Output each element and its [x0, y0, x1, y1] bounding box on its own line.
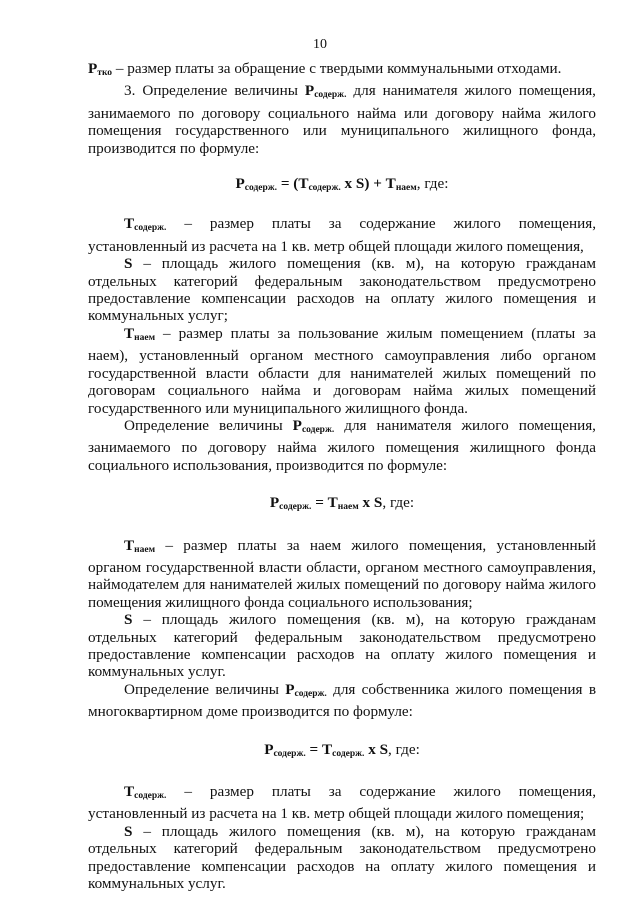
- subscript: наем: [395, 183, 417, 194]
- definition-t-soderzh: [88, 215, 596, 255]
- text: для нанимателя жилого помещения, занимаемого по договору найма жилого помещения жилищного фонда социального использования, производится по формуле:: [88, 416, 596, 474]
- text: Определение величины: [124, 416, 293, 434]
- definition-text: – площадь жилого помещения (кв. м), на которую гражданам отдельных категорий федеральным законодательством предусмотрено предоставление компенсации расходов на оплату жилого помещения и коммунальных услуг.: [88, 822, 596, 893]
- text: для собственника жилого помещения в многоквартирном доме производится по формуле:: [88, 680, 596, 721]
- symbol: x S) + T: [340, 175, 396, 193]
- symbol: = T: [311, 494, 338, 512]
- formula-1: [88, 175, 596, 197]
- subscript: содерж.: [134, 791, 167, 801]
- symbol: P: [235, 175, 245, 193]
- subscript: содерж.: [332, 748, 365, 759]
- definition-s: [88, 255, 596, 325]
- document-body: [88, 60, 596, 892]
- subscript: наем: [134, 544, 156, 555]
- definition-s-2: [88, 611, 596, 681]
- symbol: S: [124, 822, 133, 840]
- definition-text: – размер платы за обращение с твердыми коммунальными отходами.: [112, 60, 562, 77]
- symbol: P: [285, 680, 295, 698]
- symbol: P: [269, 494, 280, 512]
- page-number: 10: [313, 37, 327, 52]
- subscript: тко: [97, 68, 113, 78]
- definition-text: – размер платы за пользование жилым помещением (платы за наем), установленный органом местного самоуправления либо органом государственной власти области для нанимателей жилых помещений по договорам социального найма и договорам найма жилых помещений государственного или муниципального жилищного фонда.: [88, 324, 596, 417]
- symbol: S: [124, 611, 133, 629]
- symbol: = T: [305, 740, 333, 758]
- symbol: P: [264, 740, 274, 758]
- subscript: наем: [337, 502, 359, 513]
- definition-text: – площадь жилого помещения (кв. м), на которую гражданам отдельных категорий федеральным законодательством предусмотрено предоставление компенсации расходов на оплату жилого помещения и коммунальных услуг.: [88, 611, 596, 681]
- definition-t-soderzh-2: [88, 783, 596, 823]
- subscript: содерж.: [314, 90, 347, 101]
- symbol: T: [124, 783, 135, 800]
- symbol: x S: [364, 740, 389, 758]
- subscript: содерж.: [301, 424, 335, 435]
- symbol: = (T: [277, 175, 309, 193]
- text: , где:: [416, 175, 449, 193]
- definition-t-naem: [88, 325, 596, 417]
- subscript: наем: [134, 332, 156, 343]
- subscript: содерж.: [134, 223, 167, 234]
- definition-text: – площадь жилого помещения (кв. м), на которую гражданам отдельных категорий федеральным законодательством предусмотрено предоставление компенсации расходов на оплату жилого помещения и коммунальных услуг;: [88, 255, 596, 325]
- formula-3: [88, 741, 596, 763]
- definition-s-3: [88, 823, 596, 893]
- section-3-paragraph: [88, 82, 596, 157]
- formula-2: [88, 494, 596, 516]
- symbol: x S: [358, 494, 383, 512]
- subscript: содерж.: [279, 502, 312, 513]
- symbol: T: [124, 324, 135, 342]
- subscript: содерж.: [308, 183, 341, 194]
- symbol: P: [304, 82, 315, 100]
- definition-text: – размер платы за содержание жилого помещения, установленный из расчета на 1 кв. метр общей площади жилого помещения;: [88, 783, 596, 823]
- subscript: содерж.: [273, 748, 306, 759]
- definition-t-naem-2: [88, 537, 596, 612]
- definition-p-tko: [88, 60, 596, 82]
- social-use-paragraph: [88, 417, 596, 474]
- subscript: содерж.: [244, 183, 278, 194]
- symbol: P: [292, 416, 302, 434]
- symbol: T: [124, 536, 135, 554]
- text: для нанимателя жилого помещения, занимаемого по договору социального найма или договору найма жилого помещения государственного или муниципального жилищного фонда, производится по формуле:: [88, 82, 596, 157]
- text: , где:: [388, 740, 420, 758]
- definition-text: – размер платы за содержание жилого помещения, установленный из расчета на 1 кв. метр общей площади жилого помещения,: [88, 215, 596, 255]
- definition-text: – размер платы за наем жилого помещения, установленный органом государственной власти области, органом местного самоуправления, наймодателем для нанимателей жилых помещений по договору найма жилого помещения жилищного фонда социального использования;: [88, 536, 596, 611]
- symbol: T: [124, 215, 135, 233]
- subscript: содерж.: [294, 688, 327, 699]
- text: , где:: [382, 494, 415, 512]
- owner-paragraph: [88, 681, 596, 721]
- symbol: P: [88, 60, 98, 77]
- text: 3. Определение величины: [124, 82, 305, 100]
- text: Определение величины: [124, 680, 286, 698]
- symbol: S: [124, 255, 133, 273]
